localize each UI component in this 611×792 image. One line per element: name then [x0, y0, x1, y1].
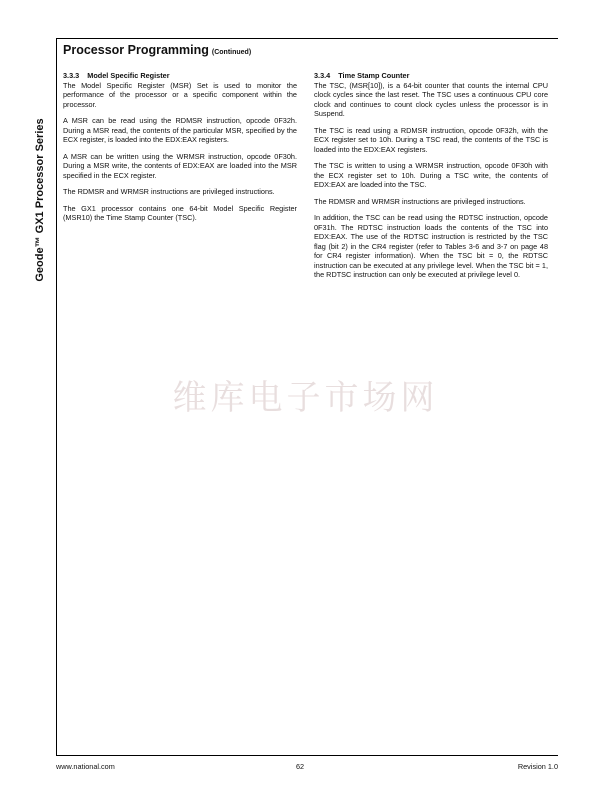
paragraph: In addition, the TSC can be read using the RDTSC instruction, opcode 0F31h. The RDTSC instruction loads the contents of the TSC into EDX:EAX. The use of the RDTSC instruction is restricted by the TSC flag (bit 2) in the CR4 register (refer to Tables 3-6 and 3-7 on page 48 for CR4 register information). When the TSC bit = 0, the RDTSC instruction can be executed at any privilege level. When the TSC bit = 1, the RDTSC instruction can only be executed at privilege level 0. [314, 213, 548, 279]
section-number: 3.3.4 [314, 71, 331, 80]
paragraph: A MSR can be read using the RDMSR instruction, opcode 0F32h. During a MSR read, the contents of the particular MSR, specified by the ECX register, is loaded into the EDX:EAX registers. [63, 116, 297, 144]
paragraph: The TSC is written to using a WRMSR instruction, opcode 0F30h with the ECX register set to 10h. During a TSC write, the contents of EDX:EAX are loaded into the TSC. [314, 161, 548, 189]
page-title: Processor Programming [63, 43, 209, 57]
continued-label: (Continued) [211, 49, 252, 56]
paragraph: The TSC, (MSR[10]), is a 64-bit counter that counts the internal CPU clock cycles since the last reset. The TSC uses a continuous CPU core clock and continues to count clock cycles unless the processor is in Suspend. [314, 80, 548, 118]
side-series-title [30, 118, 50, 282]
section-number: 3.3.3 [63, 71, 80, 80]
paragraph: The RDMSR and WRMSR instructions are privileged instructions. [314, 196, 526, 206]
side-series-title-text: Geode™ GX1 Processor Series [34, 118, 46, 282]
paragraph: The Model Specific Register (MSR) Set is used to monitor the performance of the processor or a specific component within the processor. [63, 80, 297, 109]
left-column [63, 71, 297, 230]
section-heading-msr [63, 71, 297, 81]
section-title: Model Specific Register [87, 71, 170, 80]
right-column [314, 71, 548, 287]
footer-revision: Revision 1.0 [517, 762, 558, 771]
paragraph: The TSC is read using a RDMSR instruction, opcode 0F32h, with the ECX register set to 10h. During a TSC read, the contents of the TSC is loaded into the EDX:EAX registers. [314, 125, 548, 154]
footer-page-number: 62 [296, 762, 305, 771]
page-heading [63, 43, 251, 57]
paragraph: The GX1 processor contains one 64-bit Model Specific Register (MSR10) the Time Stamp Counter (TSC). [63, 203, 297, 222]
section-heading-tsc [314, 71, 548, 81]
footer-website: www.national.com [56, 762, 115, 771]
watermark: 维库电子市场网 [172, 378, 439, 418]
section-title: Time Stamp Counter [338, 71, 410, 80]
paragraph: The RDMSR and WRMSR instructions are privileged instructions. [63, 187, 275, 196]
paragraph: A MSR can be written using the WRMSR instruction, opcode 0F30h. During a MSR write, the contents of EDX:EAX are loaded into the MSR specified in the ECX register. [63, 151, 297, 180]
